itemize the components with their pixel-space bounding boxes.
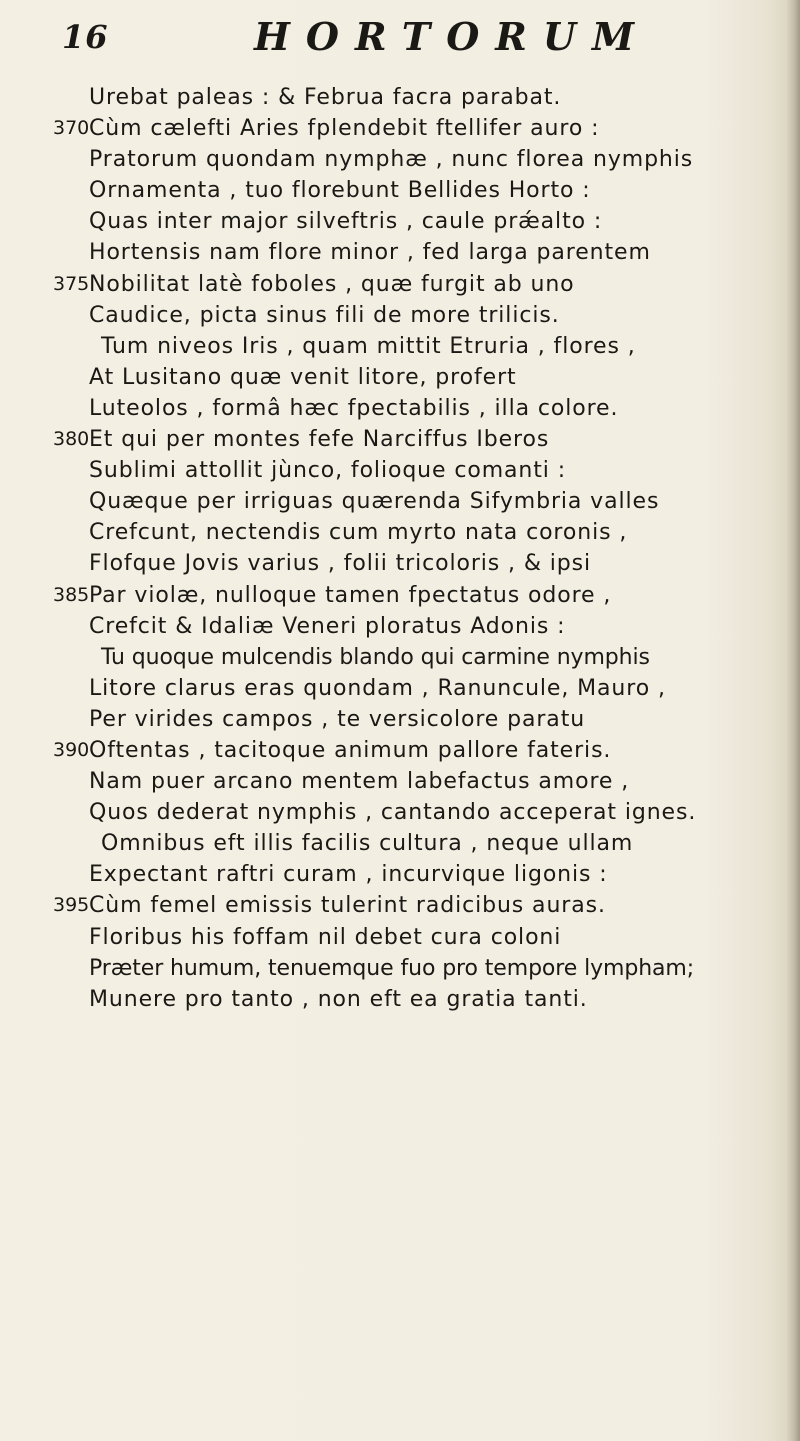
verse-line (0, 206, 800, 237)
line-number: 390 (53, 738, 90, 761)
verse-line (0, 393, 800, 424)
verse-text: Cùm cælefti Aries fplendebit ftellifer auro : (89, 116, 600, 142)
line-number: 385 (53, 583, 90, 606)
running-head: HORTORUM (254, 14, 651, 59)
verse-text: Hortensis nam flore minor , fed larga parentem (89, 240, 651, 266)
verse-text: Præter humum, tenuemque fuo pro tempore lympham; (89, 955, 695, 981)
verse-text: Tum niveos Iris , quam mittit Etruria , flores , (101, 333, 636, 359)
verse-line (0, 175, 800, 206)
verse-line (0, 455, 800, 486)
page-number: 16 (62, 18, 109, 56)
verse-text: Omnibus eft illis facilis cultura , neque ullam (101, 831, 634, 857)
verse-text: Oftentas , tacitoque animum pallore fateris. (89, 737, 612, 763)
verse-text: Crefcunt, nectendis cum myrto nata coronis , (89, 520, 628, 546)
verse-line (0, 735, 800, 766)
verse-line (0, 237, 800, 268)
verse-line (0, 642, 800, 673)
verse-text: Nobilitat latè foboles , quæ furgit ab uno (89, 271, 575, 297)
verse-line (0, 548, 800, 579)
verse-line (0, 984, 800, 1015)
verse-line (0, 580, 800, 611)
verse-line (0, 517, 800, 548)
verse-line (0, 144, 800, 175)
verse-line (0, 890, 800, 921)
verse-text: Per virides campos , te versicolore paratu (89, 706, 586, 732)
verse-text: Tu quoque mulcendis blando qui carmine nymphis (101, 644, 650, 670)
verse-text: Caudice, picta sinus fili de more trilicis. (89, 302, 560, 328)
verse-line (0, 113, 800, 144)
verse-text: Sublimi attollit jùnco, folioque comanti : (89, 458, 567, 484)
page-header (0, 14, 800, 70)
verse-line (0, 828, 800, 859)
verse-line (0, 766, 800, 797)
verse-line (0, 922, 800, 953)
line-number: 395 (53, 894, 90, 917)
line-number: 370 (53, 117, 90, 140)
verse-line (0, 797, 800, 828)
verse-line (0, 486, 800, 517)
verse-line (0, 269, 800, 300)
verse-text: Floribus his foffam nil debet cura coloni (89, 924, 562, 950)
verse-text: Munere pro tanto , non eft ea gratia tanti. (89, 986, 588, 1012)
verse-line (0, 704, 800, 735)
verse-text: Quæque per irriguas quærenda Sifymbria valles (89, 489, 660, 515)
verse-line (0, 611, 800, 642)
verse-text: Quas inter major silveftris , caule prǽalto : (89, 209, 603, 235)
verse-line (0, 300, 800, 331)
verse-line (0, 362, 800, 393)
verse-line (0, 331, 800, 362)
verse-text: Urebat paleas : & Februa facra parabat. (89, 85, 562, 110)
verse-text: Quos dederat nymphis , cantando acceperat ignes. (89, 800, 697, 826)
verse-text: Crefcit & Idaliæ Veneri ploratus Adonis : (89, 613, 566, 639)
verse-text: Cùm femel emissis tulerint radicibus auras. (89, 893, 606, 919)
verse-line (0, 859, 800, 890)
verse-list (0, 82, 800, 1015)
verse-line (0, 82, 800, 113)
verse-text: Luteolos , formâ hæc fpectabilis , illa colore. (89, 395, 619, 421)
verse-text: Par violæ, nulloque tamen fpectatus odore , (89, 582, 612, 608)
verse-text: Flofque Jovis varius , folii tricoloris , & ipsi (89, 551, 592, 577)
verse-text: Et qui per montes fefe Narciffus Iberos (89, 427, 550, 453)
verse-text: Pratorum quondam nymphæ , nunc florea nymphis (89, 147, 694, 173)
verse-text: Nam puer arcano mentem labefactus amore , (89, 769, 630, 795)
verse-text: Ornamenta , tuo florebunt Bellides Horto : (89, 178, 591, 204)
verse-text: Litore clarus eras quondam , Ranuncule, Mauro , (89, 675, 666, 701)
verse-text: Expectant raftri curam , incurvique ligonis : (89, 862, 608, 888)
verse-line (0, 953, 800, 984)
line-number: 380 (53, 428, 90, 451)
verse-line (0, 673, 800, 704)
line-number: 375 (53, 272, 90, 295)
verse-text: At Lusitano quæ venit litore, profert (89, 364, 517, 390)
verse-line (0, 424, 800, 455)
